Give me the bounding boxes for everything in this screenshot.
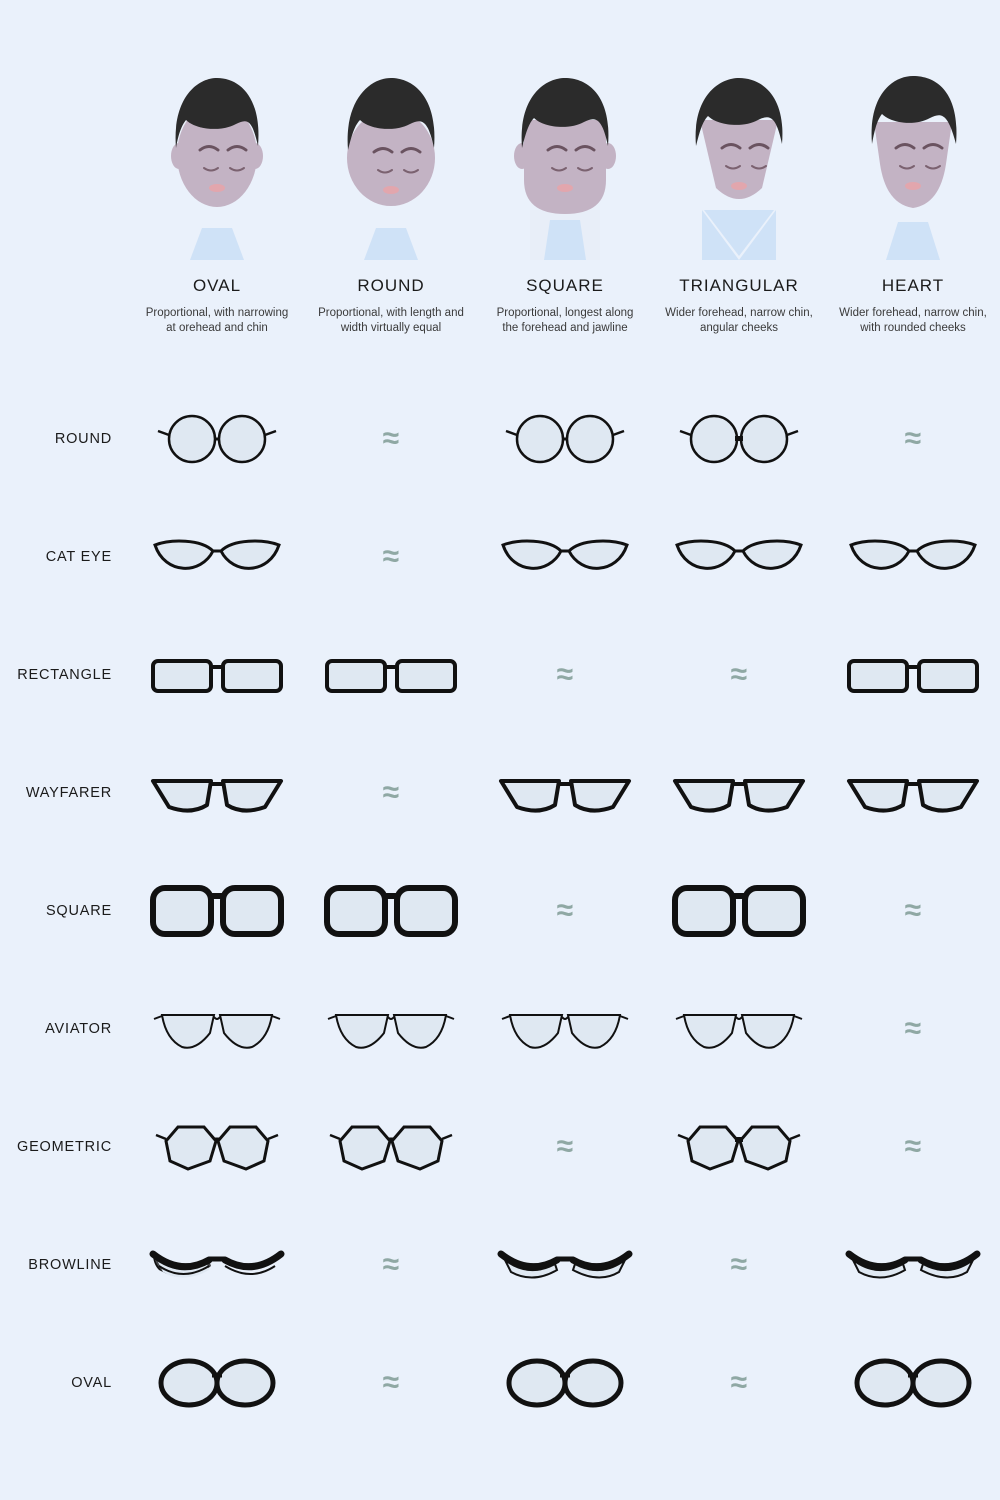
cell-oval-heart[interactable] [826,1324,1000,1442]
row-label-browline: BROWLINE [28,1257,112,1273]
table-row [0,852,1000,970]
cell-round-heart[interactable] [826,380,1000,498]
cell-oval-triangular[interactable] [652,1324,826,1442]
frame-style-grid [0,380,1000,1442]
row-label-round: ROUND [54,431,112,447]
face-description-round: Proportional, with length and width virtually equal [318,307,464,334]
cell-round-square[interactable] [478,380,652,498]
cell-geometric-square[interactable] [478,1088,652,1206]
cell-rectangle-oval[interactable] [130,616,304,734]
cell-cateye-triangular[interactable] [652,498,826,616]
face-illustration-round [326,60,456,260]
face-description-square: Proportional, longest along the forehead and jawline [496,307,634,334]
not-recommended-icon: ≈ [382,540,400,573]
table-row [0,1206,1000,1324]
cell-geometric-oval[interactable] [130,1088,304,1206]
not-recommended-icon: ≈ [730,658,748,691]
row-label-rectangle: RECTANGLE [17,667,112,683]
cell-square-round[interactable] [304,852,478,970]
face-illustration-triangular [674,60,804,260]
table-row [0,970,1000,1088]
cell-rectangle-heart[interactable] [826,616,1000,734]
not-recommended-icon: ≈ [382,422,400,455]
cell-cateye-round[interactable] [304,498,478,616]
not-recommended-icon: ≈ [904,894,922,927]
cell-browline-square[interactable] [478,1206,652,1324]
table-row [0,616,1000,734]
cell-browline-heart[interactable] [826,1206,1000,1324]
face-name-triangular: TRIANGULAR [679,276,799,295]
not-recommended-icon: ≈ [382,1366,400,1399]
face-description-triangular: Wider forehead, narrow chin, angular cheeks [665,307,813,334]
cell-round-round[interactable] [304,380,478,498]
cell-aviator-round[interactable] [304,970,478,1088]
face-column-triangular [652,60,826,336]
cell-geometric-triangular[interactable] [652,1088,826,1206]
row-label-square: SQUARE [45,903,112,919]
row-label-wayfarer: WAYFARER [25,785,112,801]
cell-square-heart[interactable] [826,852,1000,970]
cell-aviator-oval[interactable] [130,970,304,1088]
face-name-oval: OVAL [192,276,242,295]
not-recommended-icon: ≈ [556,658,574,691]
cell-rectangle-square[interactable] [478,616,652,734]
cell-wayfarer-triangular[interactable] [652,734,826,852]
cell-square-square[interactable] [478,852,652,970]
cell-browline-oval[interactable] [130,1206,304,1324]
face-illustration-square [500,60,630,260]
not-recommended-icon: ≈ [904,1012,922,1045]
cell-wayfarer-heart[interactable] [826,734,1000,852]
cell-wayfarer-square[interactable] [478,734,652,852]
cell-geometric-heart[interactable] [826,1088,1000,1206]
not-recommended-icon: ≈ [382,776,400,809]
cell-aviator-triangular[interactable] [652,970,826,1088]
not-recommended-icon: ≈ [382,1248,400,1281]
cell-wayfarer-round[interactable] [304,734,478,852]
face-name-round: ROUND [357,276,425,295]
cell-browline-triangular[interactable] [652,1206,826,1324]
cell-oval-round[interactable] [304,1324,478,1442]
face-column-square [478,60,652,336]
not-recommended-icon: ≈ [556,894,574,927]
cell-round-oval[interactable] [130,380,304,498]
face-illustration-heart [848,60,978,260]
not-recommended-icon: ≈ [556,1130,574,1163]
cell-cateye-square[interactable] [478,498,652,616]
not-recommended-icon: ≈ [904,1130,922,1163]
row-label-cat-eye: CAT EYE [45,549,112,565]
cell-rectangle-round[interactable] [304,616,478,734]
not-recommended-icon: ≈ [730,1248,748,1281]
cell-rectangle-triangular[interactable] [652,616,826,734]
table-row [0,734,1000,852]
face-column-round [304,60,478,336]
face-name-square: SQUARE [526,276,604,295]
row-label-oval: OVAL [71,1375,112,1391]
face-illustration-oval [152,60,282,260]
row-label-geometric: GEOMETRIC [16,1139,112,1155]
face-column-oval [130,60,304,336]
cell-round-triangular[interactable] [652,380,826,498]
cell-oval-square[interactable] [478,1324,652,1442]
not-recommended-icon: ≈ [730,1366,748,1399]
row-label-aviator: AVIATOR [45,1021,112,1037]
cell-aviator-heart[interactable] [826,970,1000,1088]
cell-browline-round[interactable] [304,1206,478,1324]
face-name-heart: HEART [881,276,945,295]
table-row [0,1324,1000,1442]
face-shapes-header [130,60,1000,336]
face-column-heart [826,60,1000,336]
cell-square-oval[interactable] [130,852,304,970]
cell-square-triangular[interactable] [652,852,826,970]
cell-aviator-square[interactable] [478,970,652,1088]
cell-cateye-oval[interactable] [130,498,304,616]
cell-geometric-round[interactable] [304,1088,478,1206]
table-row [0,498,1000,616]
cell-oval-oval[interactable] [130,1324,304,1442]
face-description-oval: Proportional, with narrowing at orehead and chin [145,307,289,334]
table-row [0,380,1000,498]
cell-wayfarer-oval[interactable] [130,734,304,852]
cell-cateye-heart[interactable] [826,498,1000,616]
not-recommended-icon: ≈ [904,422,922,455]
table-row [0,1088,1000,1206]
face-description-heart: Wider forehead, narrow chin, with rounded cheeks [839,307,987,334]
